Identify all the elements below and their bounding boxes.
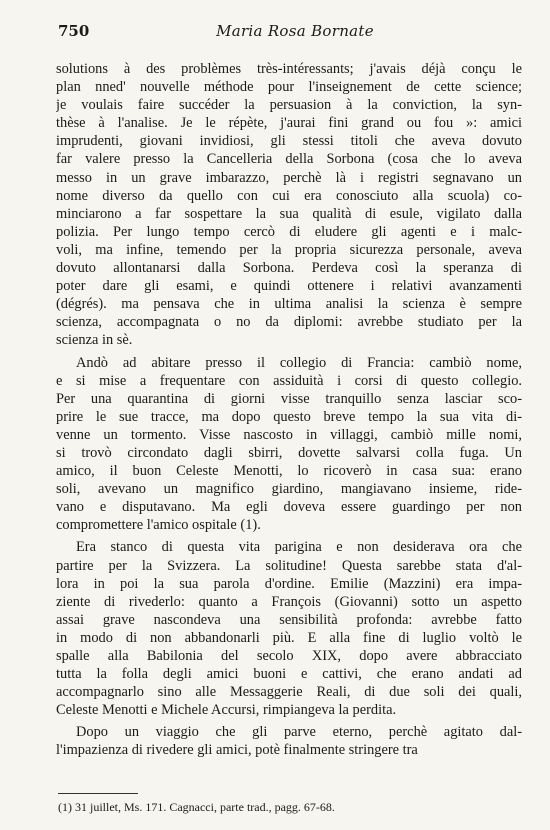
text-line: polizia. Per lungo tempo cercò di eludere gli agenti e i malc- <box>56 223 522 240</box>
text-line: e si mise a frequentare con assiduità i corsi di questo collegio. <box>56 372 522 389</box>
text-line: ziente di rivederlo: quanto a François (Giovanni) sotto un aspetto <box>56 593 522 610</box>
text-line: spalle alla Babilonia del secolo XIX, dopo avere abbracciato <box>56 648 522 664</box>
paragraph <box>56 538 522 719</box>
text-line: solutions à des problèmes très-intéressants; j'avais déjà conçu le <box>56 61 522 77</box>
text-line: accompagnarlo sino alle Messaggerie Reali, di due soli dei quali, <box>56 684 522 701</box>
text-line: vano e disputavano. Ma egli doveva essere guardingo per non <box>56 499 522 516</box>
text-line: nome diverso da quello con cui era conosciuto alla scuola) co- <box>56 187 522 204</box>
text-line: Per una quarantina di giorni visse tranquillo senza lasciar sco- <box>56 390 522 407</box>
paragraph <box>56 60 522 350</box>
text-line: poter dare gli esami, e quindi ottenere i relativi avanzamenti <box>56 278 522 295</box>
text-line: messo in un grave imbarazzo, perchè là i registri segnavano un <box>56 169 522 186</box>
text-line: assai grave nascondeva una sensibilità profonda: avrebbe fatto <box>56 611 522 628</box>
text-line: (dégrés). ma pensava che in ultima analisi la scienza è sempre <box>56 296 522 313</box>
text-line: l'impazienza di rivedere gli amici, potè finalmente stringere tra <box>56 742 418 759</box>
footnote-rule <box>58 793 138 794</box>
text-line: Celeste Menotti e Michele Accursi, rimpiangeva la perdita. <box>56 702 397 719</box>
text-line: dovuto allontanarsi dalla Sorbona. Perdeva così la speranza di <box>56 260 522 277</box>
text-line: scienza, accompagnata o no da diplomi: avrebbe studiato per la <box>56 314 522 331</box>
text-line: je voulais faire succéder la persuasion à la conviction, la syn- <box>56 97 522 114</box>
text-line: in modo di non abbandonarli più. E alla fine di luglio voltò le <box>56 629 522 646</box>
text-line: tutta la folla degli amici buoni e cattivi, che erano andati ad <box>56 666 522 683</box>
text-line: venne un tormento. Visse nascosto in villaggi, cambiò mille nomi, <box>56 426 522 443</box>
text-line: soli, avevano un magnifico giardino, mangiavano insieme, ride- <box>56 481 522 498</box>
text-line: Andò ad abitare presso il collegio di Francia: cambiò nome, <box>76 354 522 371</box>
footnote: (1) 31 juillet, Ms. 171. Cagnacci, parte trad., pagg. 67-68. <box>58 800 335 814</box>
page-number: 750 <box>58 22 90 40</box>
text-line: thèse à l'analise. Je le répète, j'aurai fini grand ou fou »: amici <box>56 115 522 132</box>
text-line: plan nned' nouvelle méthode pour l'inseignement de cette science; <box>56 79 522 96</box>
page-header <box>0 22 550 48</box>
text-line: Era stanco di questa vita parigina e non desiderava ora che <box>76 539 522 556</box>
text-line: partire per la Svizzera. La solitudine! Questa sarebbe stata d'al- <box>56 557 522 574</box>
text-line: voli, ma infine, temendo per la propria sicurezza personale, aveva <box>56 241 522 258</box>
text-line: lora in poi la sua parola d'ordine. Emilie (Mazzini) era impa- <box>56 575 522 592</box>
text-line: si trovò circondato dagli sbirri, dovette salvarsi colla fuga. Un <box>56 444 522 461</box>
text-line: minciarono a far sospettare la sua qualità di esule, vigilato dalla <box>56 205 522 222</box>
text-line: prire le sue tracce, ma dopo questo breve tempo la sua vita di- <box>56 408 522 425</box>
running-head: Maria Rosa Bornate <box>216 22 374 40</box>
text-line: Dopo un viaggio che gli parve eterno, perchè agitato dal- <box>76 724 522 741</box>
text-line: imprudenti, giovani invidiosi, gli stessi titoli che aveva dovuto <box>56 133 522 150</box>
text-line: compromettere l'amico ospitale (1). <box>56 517 261 534</box>
text-line: scienza in sè. <box>56 332 133 349</box>
text-line: far valere presso la Cancelleria della Sorbona (cosa che lo aveva <box>56 151 522 168</box>
paragraph <box>56 354 522 535</box>
text-line: amico, il buon Celeste Menotti, lo ricoverò in casa sua: erano <box>56 463 522 480</box>
body-text <box>56 60 522 760</box>
paragraph <box>56 723 522 759</box>
